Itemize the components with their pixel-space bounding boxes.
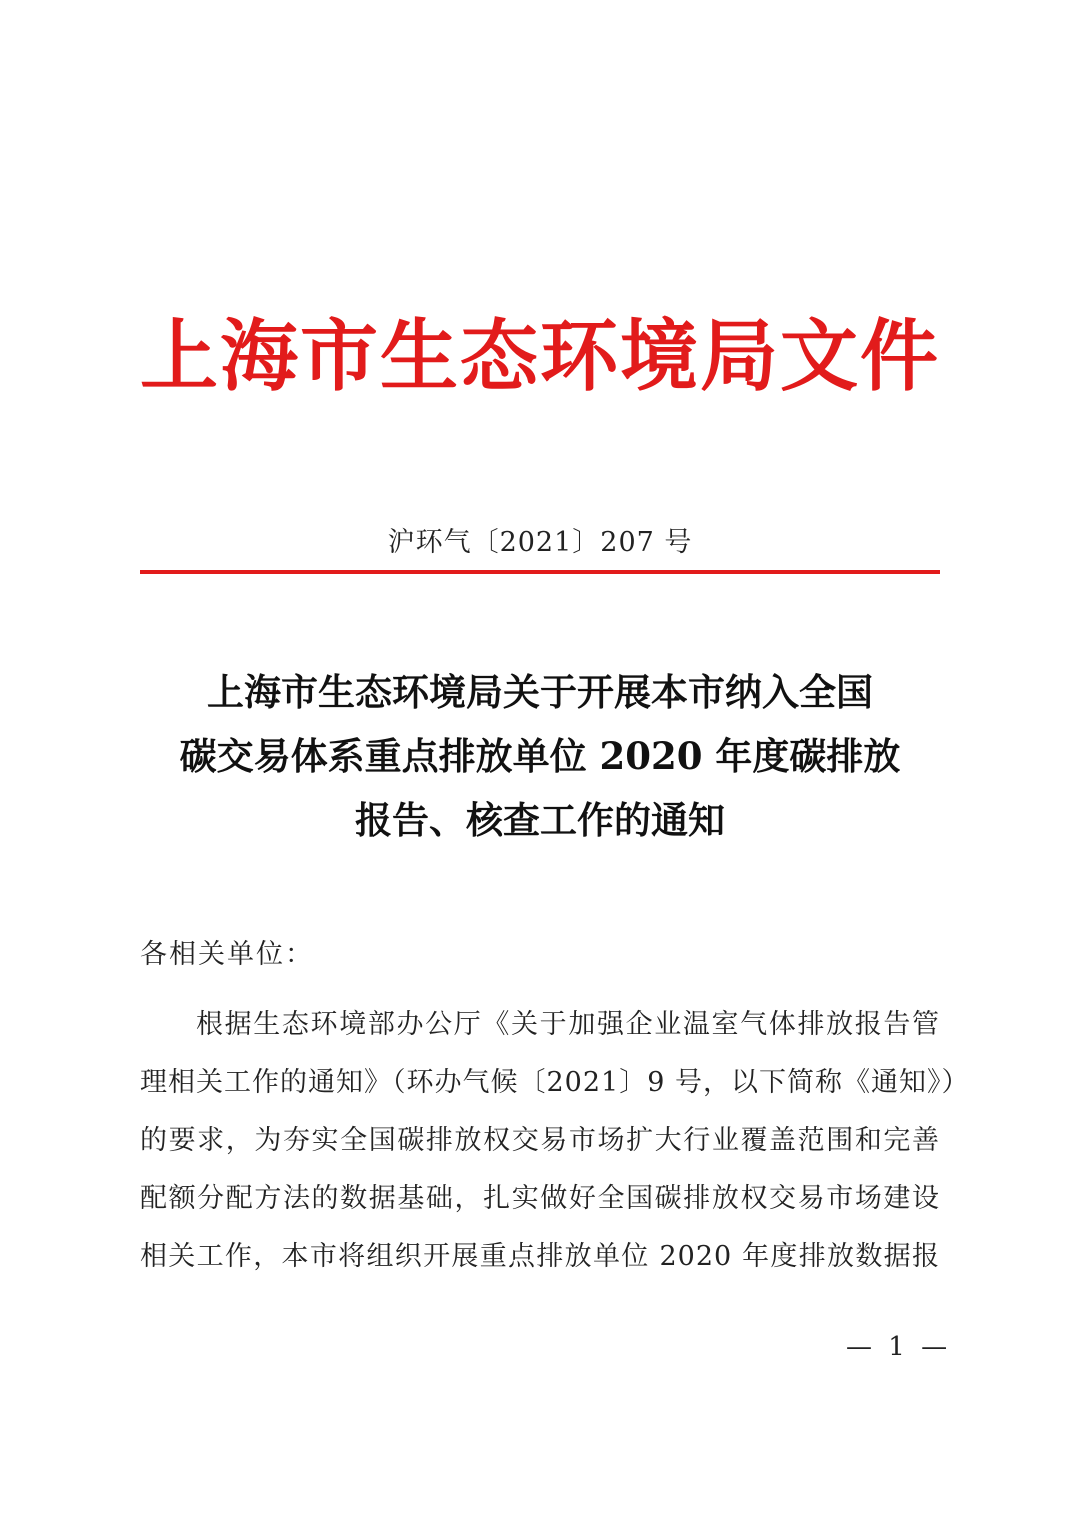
body-line: 根据生态环境部办公厅《关于加强企业温室气体排放报告管 <box>196 1009 940 1040</box>
notice-title-line: 上海市生态环境局关于开展本市纳入全国 <box>207 670 873 714</box>
red-divider-rule <box>140 570 940 574</box>
notice-title <box>140 660 940 852</box>
addressee: 各相关单位： <box>140 939 314 970</box>
notice-title-line: 碳交易体系重点排放单位 2020 年度碳排放 <box>179 734 901 778</box>
page-number: — 1 — <box>846 1332 952 1362</box>
body-line: 配额分配方法的数据基础，扎实做好全国碳排放权交易市场建设 <box>140 1183 940 1214</box>
document-number: 沪环气〔2021〕207 号 <box>387 527 693 558</box>
body-line: 理相关工作的通知》（环办气候〔2021〕9 号，以下简称《通知》） <box>140 1067 970 1098</box>
notice-title-line: 报告、核查工作的通知 <box>355 798 725 842</box>
body-text <box>140 1000 970 1290</box>
document-header-title: 上海市生态环境局文件 <box>139 311 940 402</box>
body-line: 的要求，为夯实全国碳排放权交易市场扩大行业覆盖范围和完善 <box>140 1125 940 1156</box>
body-line: 相关工作，本市将组织开展重点排放单位 2020 年度排放数据报 <box>140 1241 940 1272</box>
